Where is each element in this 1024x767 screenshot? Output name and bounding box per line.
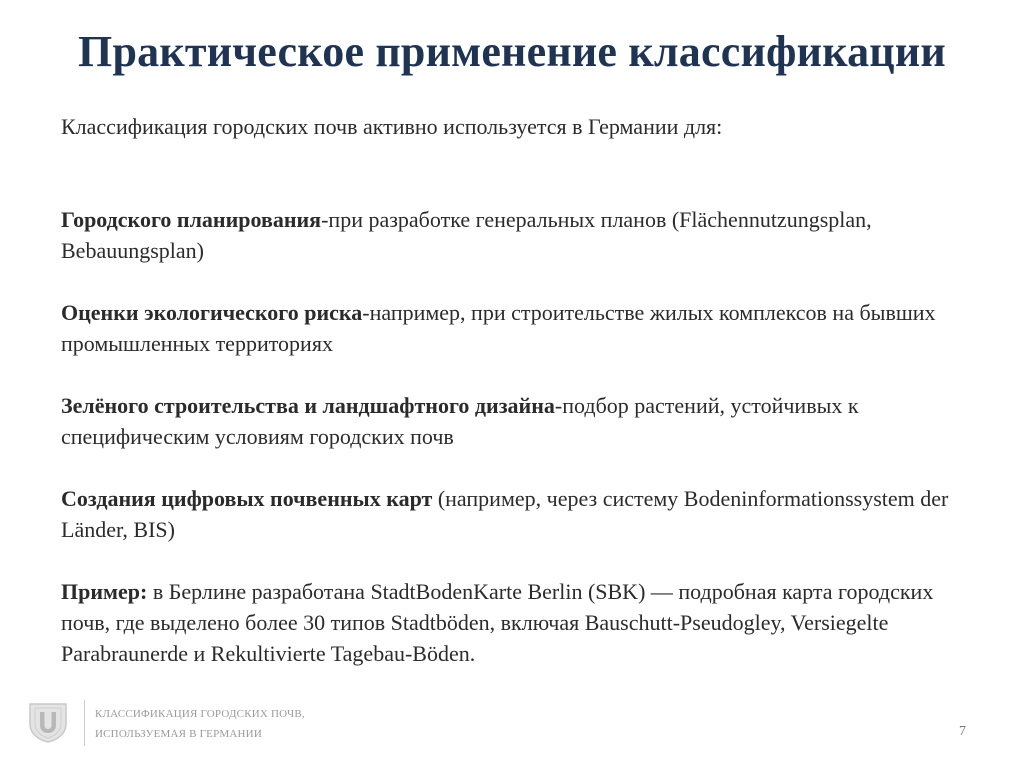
usage-item-urban-planning [61, 204, 976, 266]
usage-item-heading: Пример: [61, 579, 148, 604]
footer-caption-line: ИСПОЛЬЗУЕМАЯ В ГЕРМАНИИ [95, 728, 262, 740]
usage-list [61, 204, 976, 700]
usage-item-green-construction [61, 390, 976, 452]
usage-item-text: в Берлине разработана StadtBodenKarte Berlin (SBK) — подробная карта городских почв, где выделено более 30 типов Stadtböden, включая Bauschutt-Pseudogley, Versiegelte Parabraunerde и Rekultivierte Tagebau-Böden. [61, 579, 934, 666]
usage-item-digital-soil-maps [61, 483, 976, 545]
footer-caption-line: КЛАССИФИКАЦИЯ ГОРОДСКИХ ПОЧВ, [95, 708, 305, 720]
usage-item-text: -например, при строительстве жилых комплексов на бывших промышленных территориях [61, 300, 936, 356]
intro-text: Классификация городских почв активно используется в Германии для: [61, 114, 723, 139]
usage-item-heading: Городского планирования [61, 207, 322, 232]
usage-item-heading: Оценки экологического риска [61, 300, 363, 325]
page-number: 7 [959, 724, 966, 739]
usage-item-heading: Зелёного строительства и ландшафтного дизайна [61, 393, 555, 418]
footer-divider [84, 700, 85, 746]
usage-item-example [61, 576, 976, 669]
usage-item-ecological-risk [61, 297, 976, 359]
university-shield-logo-icon [26, 700, 70, 744]
footer-caption [95, 704, 305, 744]
usage-item-text: -подбор растений, устойчивых к специфическим условиям городских почв [61, 393, 859, 449]
usage-item-text: (например, через систему Bodeninformationssystem der Länder, BIS) [61, 486, 949, 542]
slide-title: Практическое применение классификации [78, 27, 946, 76]
usage-item-text: -при разработке генеральных планов (Flächennutzungsplan, Bebauungsplan) [61, 207, 872, 263]
usage-item-heading: Создания цифровых почвенных карт [61, 486, 433, 511]
